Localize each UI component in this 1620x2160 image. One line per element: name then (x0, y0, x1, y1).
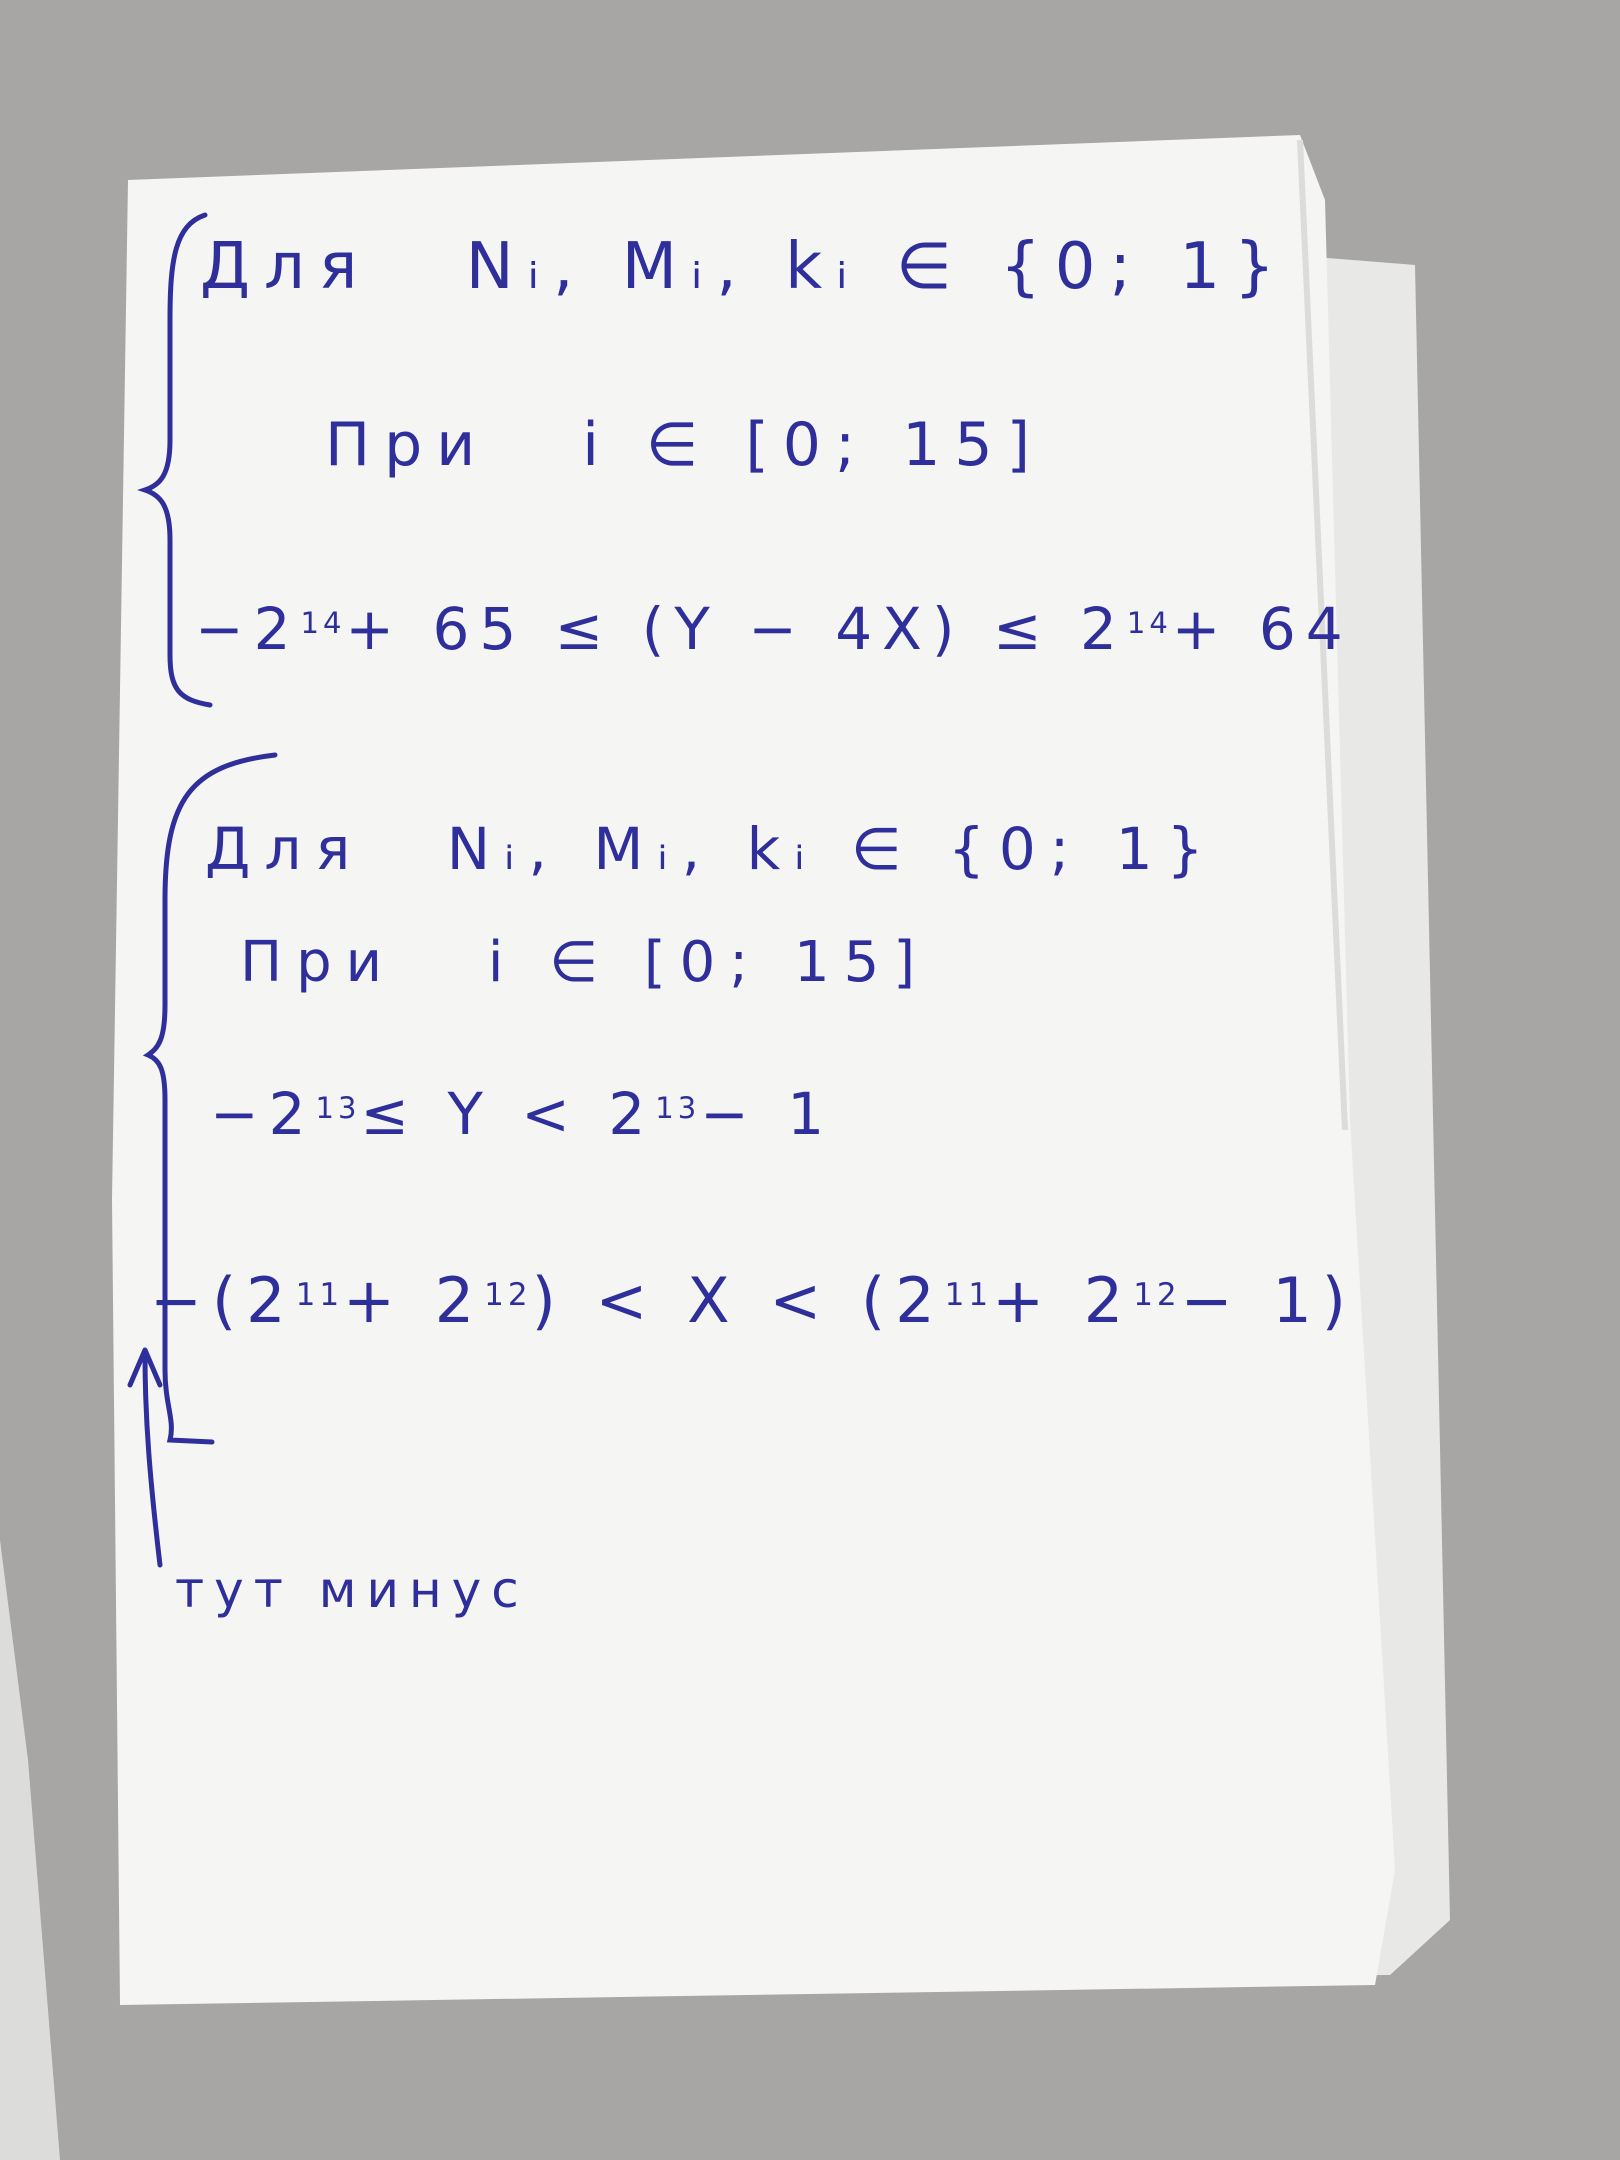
b2-line4-e4: 12 (1133, 1276, 1181, 1313)
b2-line4-close: − 1) (1180, 1264, 1356, 1337)
b1-line3-right-exp: 14 (1126, 606, 1172, 641)
b2-line3 (210, 1080, 835, 1148)
b2-line4-plus2: + 2 (992, 1264, 1134, 1337)
b1-line3 (195, 595, 1353, 663)
b2-line4-e2: 12 (484, 1276, 532, 1313)
b2-line3-a: −2 (210, 1080, 316, 1148)
b1-line3-right: + 64 (1171, 595, 1353, 663)
b1-line1 (200, 230, 1289, 304)
b1-line2 (325, 410, 1044, 480)
b1-line2-expr: i ∈ [0; 15] (582, 410, 1044, 480)
b2-line2-expr: i ∈ [0; 15] (487, 930, 930, 995)
b2-line3-c: − 1 (700, 1080, 835, 1148)
b1-line1-expr: Nᵢ, Mᵢ, kᵢ ∈ {0; 1} (465, 230, 1289, 304)
side-paper (0, 1540, 60, 2160)
b1-line2-word: При (325, 410, 490, 480)
b2-line4-e1: 11 (295, 1276, 344, 1313)
b2-line1-word: Для (205, 815, 365, 883)
b2-line1 (205, 815, 1218, 883)
b1-line3-left: −2 (195, 595, 301, 663)
b2-line4 (150, 1264, 1356, 1337)
b2-line4-plus1: + 2 (343, 1264, 485, 1337)
b1-line1-word: Для (200, 230, 372, 304)
b2-line1-expr: Nᵢ, Mᵢ, kᵢ ∈ {0; 1} (446, 815, 1218, 883)
b2-line3-b: ≤ Y < 2 (360, 1080, 656, 1148)
b2-line4-e3: 11 (944, 1276, 993, 1313)
b1-line3-left-exp: 14 (300, 606, 346, 641)
b2-line2 (240, 930, 930, 995)
b2-line4-open: −(2 (150, 1264, 296, 1337)
b2-line2-word: При (240, 930, 397, 995)
annotation-text: тут минус (175, 1561, 529, 1619)
b2-line3-b-exp: 13 (655, 1091, 701, 1126)
b2-line4-mid: ) < X < (2 (531, 1264, 945, 1337)
b1-line3-middle: + 65 ≤ (Y − 4X) ≤ 2 (345, 595, 1127, 663)
b2-line3-a-exp: 13 (315, 1091, 361, 1126)
